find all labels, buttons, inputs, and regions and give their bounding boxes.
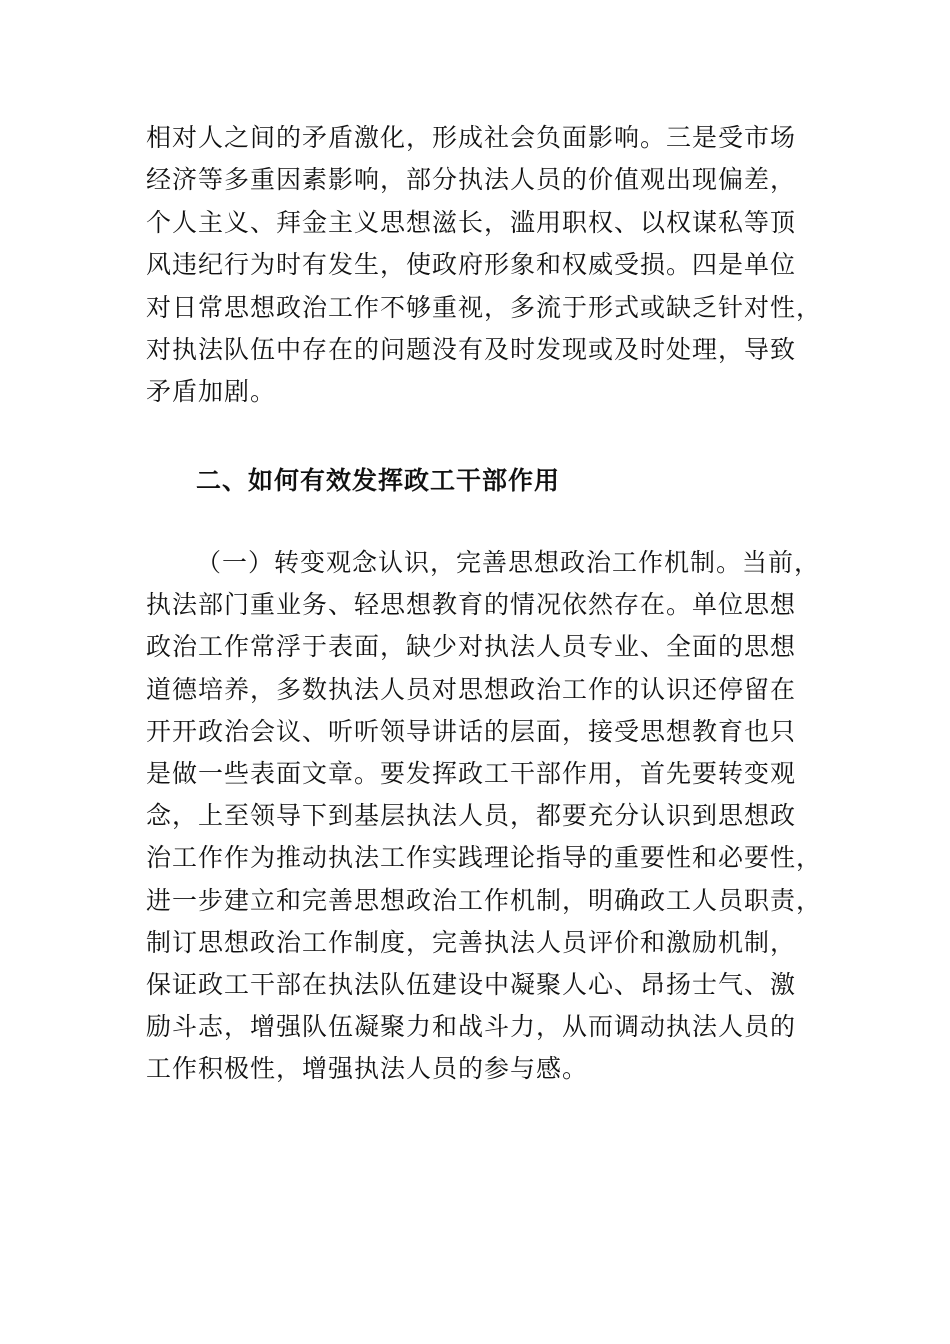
paragraph-line: 进一步建立和完善思想政治工作机制，明确政工人员职责， (146, 885, 823, 915)
paragraph-line: 保证政工干部在执法队伍建设中凝聚人心、昂扬士气、激 (146, 969, 797, 999)
paragraph-1 (146, 120, 823, 417)
paragraph-line: 对执法队伍中存在的问题没有及时发现或及时处理，导致 (146, 334, 797, 364)
paragraph-line: 政治工作常浮于表面，缺少对执法人员专业、全面的思想 (146, 632, 797, 662)
paragraph-line: 开开政治会议、听听领导讲话的层面，接受思想教育也只 (146, 716, 797, 746)
paragraph-line: （一）转变观念认识，完善思想政治工作机制。当前， (196, 548, 821, 577)
paragraph-line: 励斗志，增强队伍凝聚力和战斗力，从而调动执法人员的 (146, 1012, 797, 1042)
paragraph-line: 制订思想政治工作制度，完善执法人员评价和激励机制， (146, 927, 797, 957)
paragraph-line: 道德培养，多数执法人员对思想政治工作的认识还停留在 (146, 674, 797, 704)
paragraph-line: 对日常思想政治工作不够重视，多流于形式或缺乏针对性， (146, 292, 823, 322)
paragraph-line: 经济等多重因素影响，部分执法人员的价值观出现偏差， (146, 165, 797, 195)
paragraph-line: 风违纪行为时有发生，使政府形象和权威受损。四是单位 (146, 250, 797, 280)
paragraph-line: 是做一些表面文章。要发挥政工干部作用，首先要转变观 (146, 758, 797, 788)
paragraph-line: 念，上至领导下到基层执法人员，都要充分认识到思想政 (146, 801, 797, 831)
paragraph-line: 工作积极性，增强执法人员的参与感。 (146, 1054, 589, 1084)
paragraph-2 (146, 545, 823, 1093)
section-heading: 二、如何有效发挥政工干部作用 (196, 466, 561, 495)
paragraph-line: 相对人之间的矛盾激化，形成社会负面影响。三是受市场 (146, 123, 797, 152)
paragraph-line: 个人主义、拜金主义思想滋长，滥用职权、以权谋私等顶 (146, 207, 797, 237)
paragraph-line: 执法部门重业务、轻思想教育的情况依然存在。单位思想 (146, 590, 797, 620)
paragraph-line: 矛盾加剧。 (146, 377, 277, 407)
paragraph-line: 治工作作为推动执法工作实践理论指导的重要性和必要性， (146, 843, 823, 873)
